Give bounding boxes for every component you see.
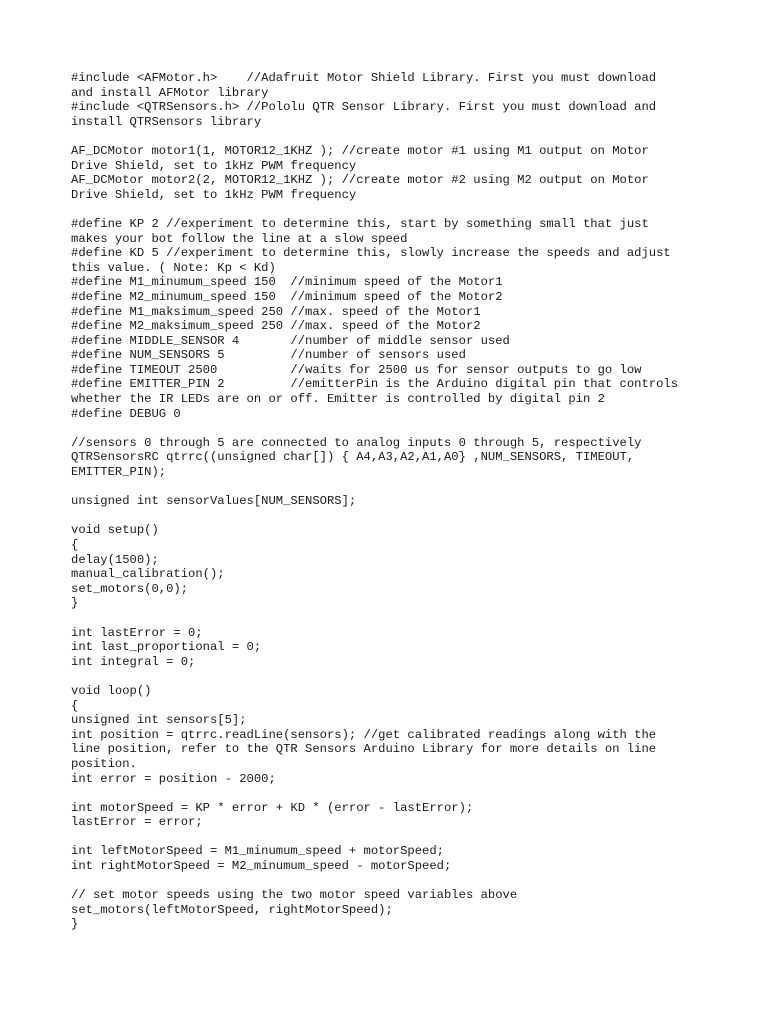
blank-line [71, 421, 711, 436]
code-line: } [71, 917, 79, 932]
code-line: // set motor speeds using the two motor speed variables above [71, 888, 518, 903]
code-line: #define KP 2 //experiment to determine this, start by something small that just [71, 216, 649, 231]
code-line: int leftMotorSpeed = M1_minumum_speed + motorSpeed; [71, 844, 444, 859]
code-line: EMITTER_PIN); [71, 465, 167, 480]
blank-line [71, 129, 711, 144]
code-line: int integral = 0; [71, 654, 196, 669]
code-listing [71, 71, 711, 932]
code-line: position. [71, 756, 137, 771]
code-line: #include <QTRSensors.h> //Pololu QTR Sensor Library. First you must download and [71, 100, 657, 115]
code-line: void setup() [71, 523, 159, 538]
code-line: void loop() [71, 683, 152, 698]
code-line: #define M2_minumum_speed 150 //minimum speed of the Motor2 [71, 289, 503, 304]
code-line: AF_DCMotor motor1(1, MOTOR12_1KHZ ); //create motor #1 using M1 output on Motor [71, 143, 649, 158]
code-line: #define EMITTER_PIN 2 //emitterPin is the Arduino digital pin that controls [71, 377, 679, 392]
code-line: #define DEBUG 0 [71, 406, 181, 421]
code-line: //sensors 0 through 5 are connected to analog inputs 0 through 5, respectively [71, 435, 642, 450]
code-line: and install AFMotor library [71, 85, 269, 100]
code-line: QTRSensorsRC qtrrc((unsigned char[]) { A4,A3,A2,A1,A0} ,NUM_SENSORS, TIMEOUT, [71, 450, 635, 465]
code-line: delay(1500); [71, 552, 159, 567]
blank-line [71, 874, 711, 889]
blank-line [71, 202, 711, 217]
code-line: int last_proportional = 0; [71, 640, 262, 655]
code-line: { [71, 698, 79, 713]
code-line: makes your bot follow the line at a slow speed [71, 231, 408, 246]
code-line: whether the IR LEDs are on or off. Emitter is controlled by digital pin 2 [71, 392, 605, 407]
blank-line [71, 611, 711, 626]
code-line: #define NUM_SENSORS 5 //number of sensors used [71, 348, 466, 363]
code-line: set_motors(leftMotorSpeed, rightMotorSpeed); [71, 902, 393, 917]
code-line: } [71, 596, 79, 611]
code-line: manual_calibration(); [71, 567, 225, 582]
code-line: this value. ( Note: Kp < Kd) [71, 260, 276, 275]
code-line: #define M1_minumum_speed 150 //minimum speed of the Motor1 [71, 275, 503, 290]
code-line: unsigned int sensors[5]; [71, 713, 247, 728]
blank-line [71, 480, 711, 495]
code-line: lastError = error; [71, 815, 203, 830]
code-line: #include <AFMotor.h> //Adafruit Motor Shield Library. First you must download [71, 71, 657, 85]
code-line: AF_DCMotor motor2(2, MOTOR12_1KHZ ); //create motor #2 using M2 output on Motor [71, 173, 649, 188]
code-line: #define M1_maksimum_speed 250 //max. speed of the Motor1 [71, 304, 481, 319]
blank-line [71, 830, 711, 845]
code-line: #define M2_maksimum_speed 250 //max. speed of the Motor2 [71, 319, 481, 334]
code-line: set_motors(0,0); [71, 581, 189, 596]
blank-line [71, 509, 711, 524]
code-line: unsigned int sensorValues[NUM_SENSORS]; [71, 494, 357, 509]
code-line: int position = qtrrc.readLine(sensors); //get calibrated readings along with the [71, 727, 657, 742]
blank-line [71, 669, 711, 684]
code-line: int motorSpeed = KP * error + KD * (error - lastError); [71, 800, 474, 815]
code-line: int error = position - 2000; [71, 771, 276, 786]
code-line: #define KD 5 //experiment to determine this, slowly increase the speeds and adjust [71, 246, 671, 261]
code-line: install QTRSensors library [71, 114, 262, 129]
code-line: line position, refer to the QTR Sensors Arduino Library for more details on line [71, 742, 657, 757]
code-line: Drive Shield, set to 1kHz PWM frequency [71, 187, 357, 202]
code-line: int rightMotorSpeed = M2_minumum_speed - motorSpeed; [71, 859, 452, 874]
blank-line [71, 786, 711, 801]
code-line: Drive Shield, set to 1kHz PWM frequency [71, 158, 357, 173]
code-line: int lastError = 0; [71, 625, 203, 640]
code-line: #define MIDDLE_SENSOR 4 //number of middle sensor used [71, 333, 510, 348]
code-line: { [71, 538, 79, 552]
code-line: #define TIMEOUT 2500 //waits for 2500 us for sensor outputs to go low [71, 362, 642, 377]
